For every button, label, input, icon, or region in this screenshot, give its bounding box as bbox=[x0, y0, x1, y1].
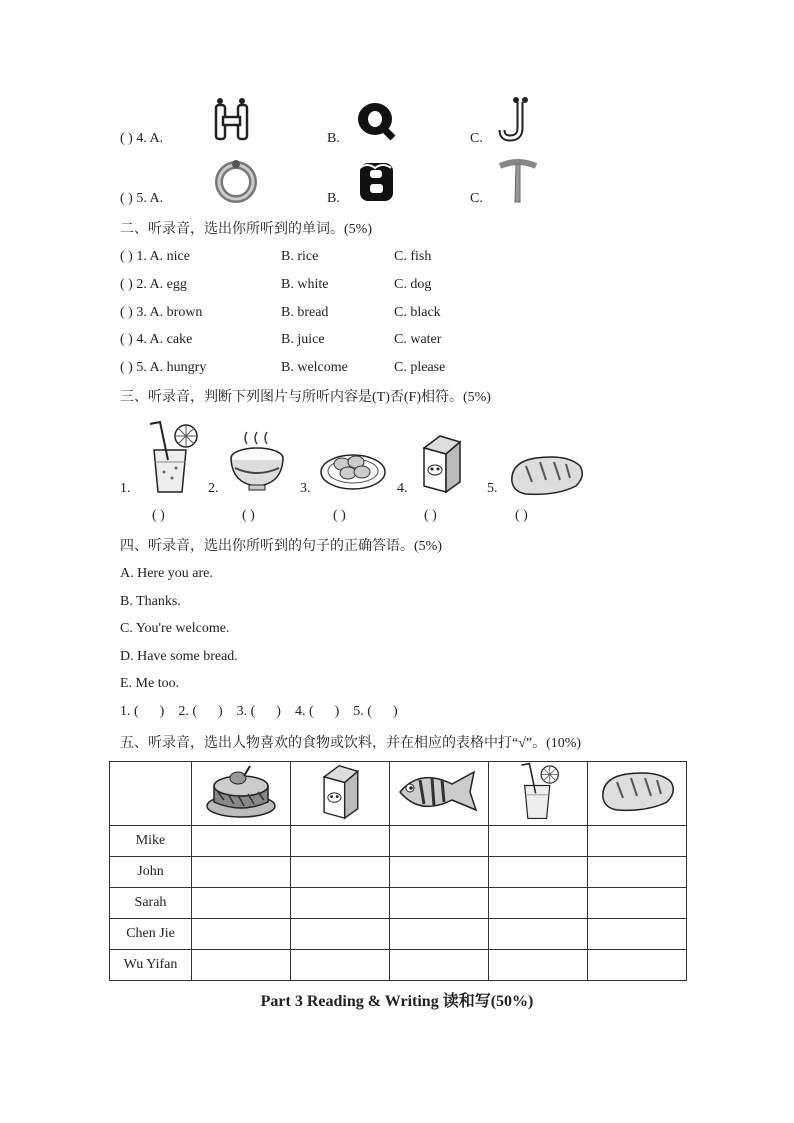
rice-bowl-icon bbox=[225, 430, 289, 492]
question-option-a: ( ) 1. A. nice bbox=[120, 249, 190, 264]
check-cell[interactable] bbox=[588, 857, 687, 888]
cake-icon bbox=[204, 762, 278, 820]
letter-b-icon bbox=[357, 160, 397, 204]
milk-carton-icon bbox=[416, 432, 466, 494]
header-cell-cake bbox=[192, 762, 291, 826]
item-number: 4. bbox=[397, 481, 408, 496]
fish-icon bbox=[394, 766, 484, 816]
bread-icon bbox=[597, 768, 677, 814]
answer-blanks[interactable]: 1. ( ) 2. ( ) 3. ( ) 4. ( ) 5. ( ) bbox=[120, 704, 398, 719]
section-4-title: 四、听录音，选出你所听到的句子的正确答语。(5%) bbox=[120, 539, 442, 554]
question-option-a: ( ) 5. A. hungry bbox=[120, 360, 207, 375]
name-cell: John bbox=[110, 857, 192, 888]
check-cell[interactable] bbox=[192, 919, 291, 950]
check-cell[interactable] bbox=[192, 826, 291, 857]
check-cell[interactable] bbox=[489, 857, 588, 888]
item-number: 1. bbox=[120, 481, 131, 496]
letter-o-icon bbox=[212, 158, 260, 204]
letter-j-icon bbox=[498, 96, 538, 142]
check-cell[interactable] bbox=[390, 857, 489, 888]
check-cell[interactable] bbox=[489, 888, 588, 919]
name-cell: Sarah bbox=[110, 888, 192, 919]
response-option: C. You're welcome. bbox=[120, 621, 230, 636]
option-b-label: B. bbox=[327, 191, 340, 206]
question-option-a: ( ) 4. A. cake bbox=[120, 332, 193, 347]
header-cell-fish bbox=[390, 762, 489, 826]
name-cell: Mike bbox=[110, 826, 192, 857]
option-c-label: C. bbox=[470, 131, 483, 146]
check-cell[interactable] bbox=[291, 826, 390, 857]
letter-q-icon bbox=[355, 100, 399, 142]
answer-paren[interactable]: ( ) bbox=[152, 508, 165, 523]
question-option-c: C. please bbox=[394, 360, 446, 375]
question-number: ( ) 4. A. bbox=[120, 131, 164, 146]
corner-cell bbox=[110, 762, 192, 826]
check-cell[interactable] bbox=[588, 888, 687, 919]
response-option: E. Me too. bbox=[120, 676, 180, 691]
check-cell[interactable] bbox=[390, 919, 489, 950]
check-cell[interactable] bbox=[588, 950, 687, 981]
response-option: D. Have some bread. bbox=[120, 649, 238, 664]
check-cell[interactable] bbox=[390, 888, 489, 919]
check-cell[interactable] bbox=[390, 826, 489, 857]
section-3-title: 三、听录音，判断下列图片与所听内容是(T)否(F)相符。(5%) bbox=[120, 390, 491, 405]
question-option-b: B. juice bbox=[281, 332, 325, 347]
question-option-b: B. bread bbox=[281, 305, 329, 320]
answer-paren[interactable]: ( ) bbox=[424, 508, 437, 523]
section-2-title: 二、听录音，选出你所听到的单词。(5%) bbox=[120, 222, 372, 237]
check-cell[interactable] bbox=[390, 950, 489, 981]
check-cell[interactable] bbox=[291, 950, 390, 981]
check-cell[interactable] bbox=[192, 888, 291, 919]
juice-glass-icon bbox=[510, 762, 566, 820]
letter-t-icon bbox=[496, 158, 540, 204]
item-number: 3. bbox=[300, 481, 311, 496]
eggs-plate-icon bbox=[318, 444, 388, 492]
answer-paren[interactable]: ( ) bbox=[242, 508, 255, 523]
question-option-b: B. white bbox=[281, 277, 329, 292]
check-cell[interactable] bbox=[588, 826, 687, 857]
option-b-label: B. bbox=[327, 131, 340, 146]
section-5-title: 五、听录音，选出人物喜欢的食物或饮料，并在相应的表格中打“√”。(10%) bbox=[120, 736, 582, 751]
juice-glass-icon bbox=[140, 420, 202, 494]
check-cell[interactable] bbox=[291, 888, 390, 919]
question-option-c: C. black bbox=[394, 305, 441, 320]
response-option: A. Here you are. bbox=[120, 566, 213, 581]
part-3-heading: Part 3 Reading & Writing 读和写(50%) bbox=[260, 993, 534, 1010]
preference-table bbox=[109, 761, 687, 981]
question-option-c: C. dog bbox=[394, 277, 432, 292]
answer-paren[interactable]: ( ) bbox=[515, 508, 528, 523]
milk-carton-icon bbox=[314, 762, 366, 820]
check-cell[interactable] bbox=[588, 919, 687, 950]
check-cell[interactable] bbox=[291, 857, 390, 888]
question-option-b: B. welcome bbox=[281, 360, 348, 375]
question-option-c: C. fish bbox=[394, 249, 432, 264]
item-number: 2. bbox=[208, 481, 219, 496]
option-c-label: C. bbox=[470, 191, 483, 206]
header-cell-juice bbox=[489, 762, 588, 826]
check-cell[interactable] bbox=[192, 857, 291, 888]
question-option-a: ( ) 3. A. brown bbox=[120, 305, 203, 320]
header-cell-bread bbox=[588, 762, 687, 826]
letter-h-icon bbox=[210, 97, 254, 143]
question-option-a: ( ) 2. A. egg bbox=[120, 277, 187, 292]
response-option: B. Thanks. bbox=[120, 594, 181, 609]
answer-paren[interactable]: ( ) bbox=[333, 508, 346, 523]
bread-icon bbox=[506, 452, 586, 498]
header-cell-milk bbox=[291, 762, 390, 826]
question-number: ( ) 5. A. bbox=[120, 191, 164, 206]
item-number: 5. bbox=[487, 481, 498, 496]
name-cell: Chen Jie bbox=[110, 919, 192, 950]
check-cell[interactable] bbox=[489, 826, 588, 857]
check-cell[interactable] bbox=[489, 919, 588, 950]
question-option-c: C. water bbox=[394, 332, 442, 347]
check-cell[interactable] bbox=[291, 919, 390, 950]
check-cell[interactable] bbox=[489, 950, 588, 981]
check-cell[interactable] bbox=[192, 950, 291, 981]
name-cell: Wu Yifan bbox=[110, 950, 192, 981]
question-option-b: B. rice bbox=[281, 249, 319, 264]
